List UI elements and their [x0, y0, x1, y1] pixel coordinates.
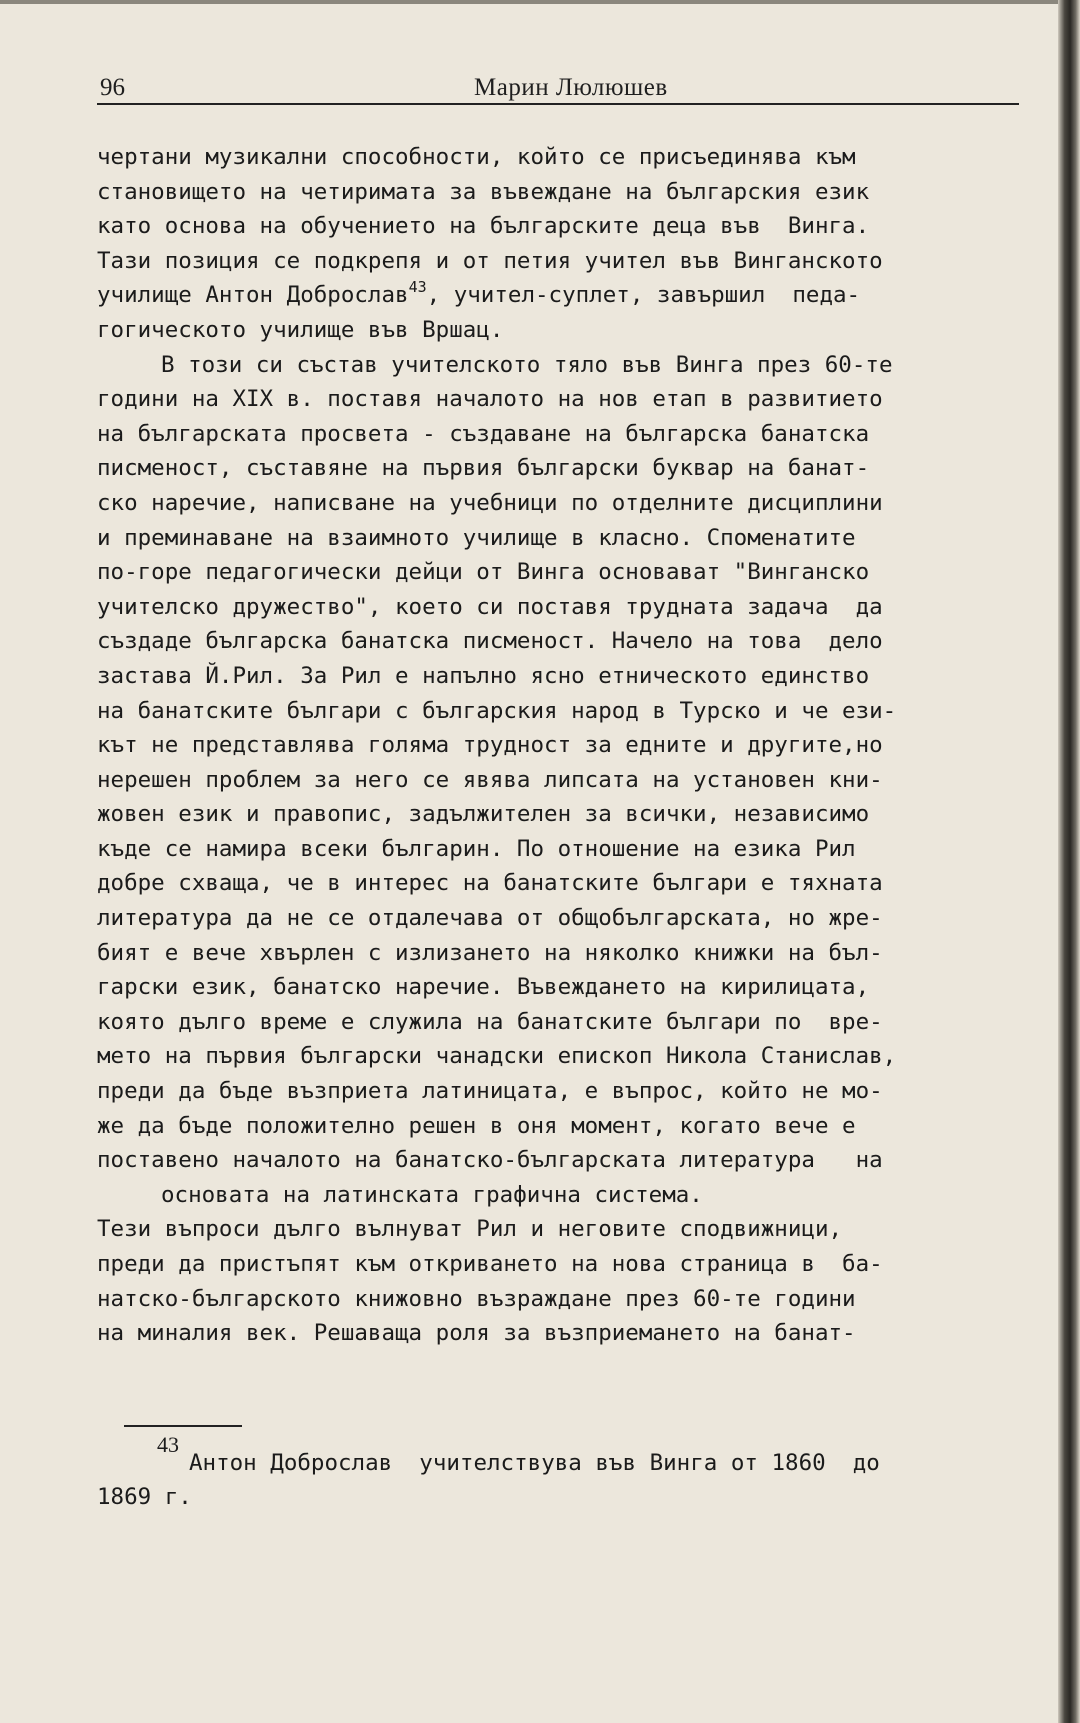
footnote-reference: 43 — [408, 278, 427, 297]
text-line: гогическото училище във Вршац. — [97, 316, 504, 343]
footnote-rule — [124, 1425, 242, 1427]
text-line: ско наречие, написване на учебници по отделните дисциплини — [97, 489, 883, 516]
text-line: на българската просвета - създаване на българска банатска — [97, 420, 870, 447]
text-line: мето на първия български чанадски епископ Никола Станислав, — [97, 1043, 897, 1070]
text-line: писменост, съставяне на първия български буквар на банат- — [97, 455, 870, 482]
paragraph-start-line: В този си състав учителското тяло във Винга през 60-те — [161, 351, 893, 378]
text-line: преди да пристъпят към откриването на нова страница в ба- — [97, 1251, 883, 1277]
text-line: же да бъде положително решен в оня момент, когато вече е — [97, 1112, 856, 1139]
page-header — [98, 74, 1018, 104]
text-line: становището на четиримата за въвеждане на българския език — [97, 178, 870, 205]
text-line: бият е вече хвърлен с излизането на няколко книжки на бъл- — [97, 939, 883, 966]
page-top-edge — [0, 0, 1060, 4]
text-line: чертани музикални способности, който се присъединява към — [97, 144, 856, 170]
footnote — [97, 1432, 1037, 1514]
text-line: която дълго време е служила на банатските българи по вре- — [97, 1008, 883, 1035]
page-number: 96 — [100, 74, 125, 101]
text-line: добре схваща, че в интерес на банатските българи е тяхната — [97, 870, 883, 897]
paragraph-start-line: основата на латинската графична система. — [161, 1181, 703, 1208]
running-title: Марин Люлюшев — [474, 74, 668, 101]
text-line: преди да бъде възприета латиницата, е въпрос, който не мо- — [97, 1078, 883, 1105]
book-spine-shadow — [1058, 0, 1080, 1723]
text-line: кът не представлява голяма трудност за едните и другите,но — [97, 732, 883, 759]
text-line: поставено началото на банатско-българската литература на — [97, 1147, 883, 1174]
text-line: гарски език, банатско наречие. Въвеждането на кирилицата, — [97, 974, 870, 1001]
text-fragment: , учител-суплет, завършил педа- — [426, 282, 861, 309]
text-line: жовен език и правопис, задължителен за всички, независимо — [97, 801, 870, 828]
text-line: на банатските българи с българския народ в Турско и че ези- — [97, 697, 897, 724]
text-line: застава Й.Рил. За Рил е напълно ясно етническото единство — [97, 662, 870, 689]
footnote-text-line: Антон Доброслав учителствува във Винга от 1860 до — [189, 1450, 880, 1476]
text-line: на миналия век. Решаваща роля за възприемането на банат- — [97, 1320, 856, 1347]
text-line: литература да не се отдалечава от общобългарската, но жре- — [97, 905, 883, 932]
text-line: години на XIX в. поставя началото на нов етап в развитието — [97, 386, 883, 413]
footnote-number: 43 — [157, 1432, 179, 1457]
footnote-text-line: 1869 г. — [97, 1484, 192, 1510]
text-line: създаде българска банатска писменост. Начело на това дело — [97, 628, 883, 655]
text-line: Тази позиция се подкрепя и от петия учител във Винганското — [97, 247, 883, 274]
text-line: къде се намира всеки българин. По отношение на езика Рил — [97, 835, 856, 862]
body-text — [97, 140, 1037, 1351]
header-rule — [97, 103, 1019, 105]
text-line: Тези въпроси дълго вълнуват Рил и неговите сподвижници, — [97, 1216, 843, 1243]
text-line: по-горе педагогически дейци от Винга основават "Винганско — [97, 559, 870, 586]
text-line: нерешен проблем за него се явява липсата на установен кни- — [97, 766, 883, 793]
text-line: учителско дружество", което си поставя трудната задача да — [97, 593, 883, 620]
text-fragment: училище Антон Доброслав — [97, 282, 409, 309]
text-line-with-footnote-ref — [97, 278, 1037, 313]
text-line: като основа на обучението на българските деца във Винга. — [97, 213, 870, 240]
text-line: натско-българското книжовно възраждане през 60-те години — [97, 1285, 856, 1312]
text-line: и преминаване на взаимното училище в класно. Споменатите — [97, 524, 856, 551]
